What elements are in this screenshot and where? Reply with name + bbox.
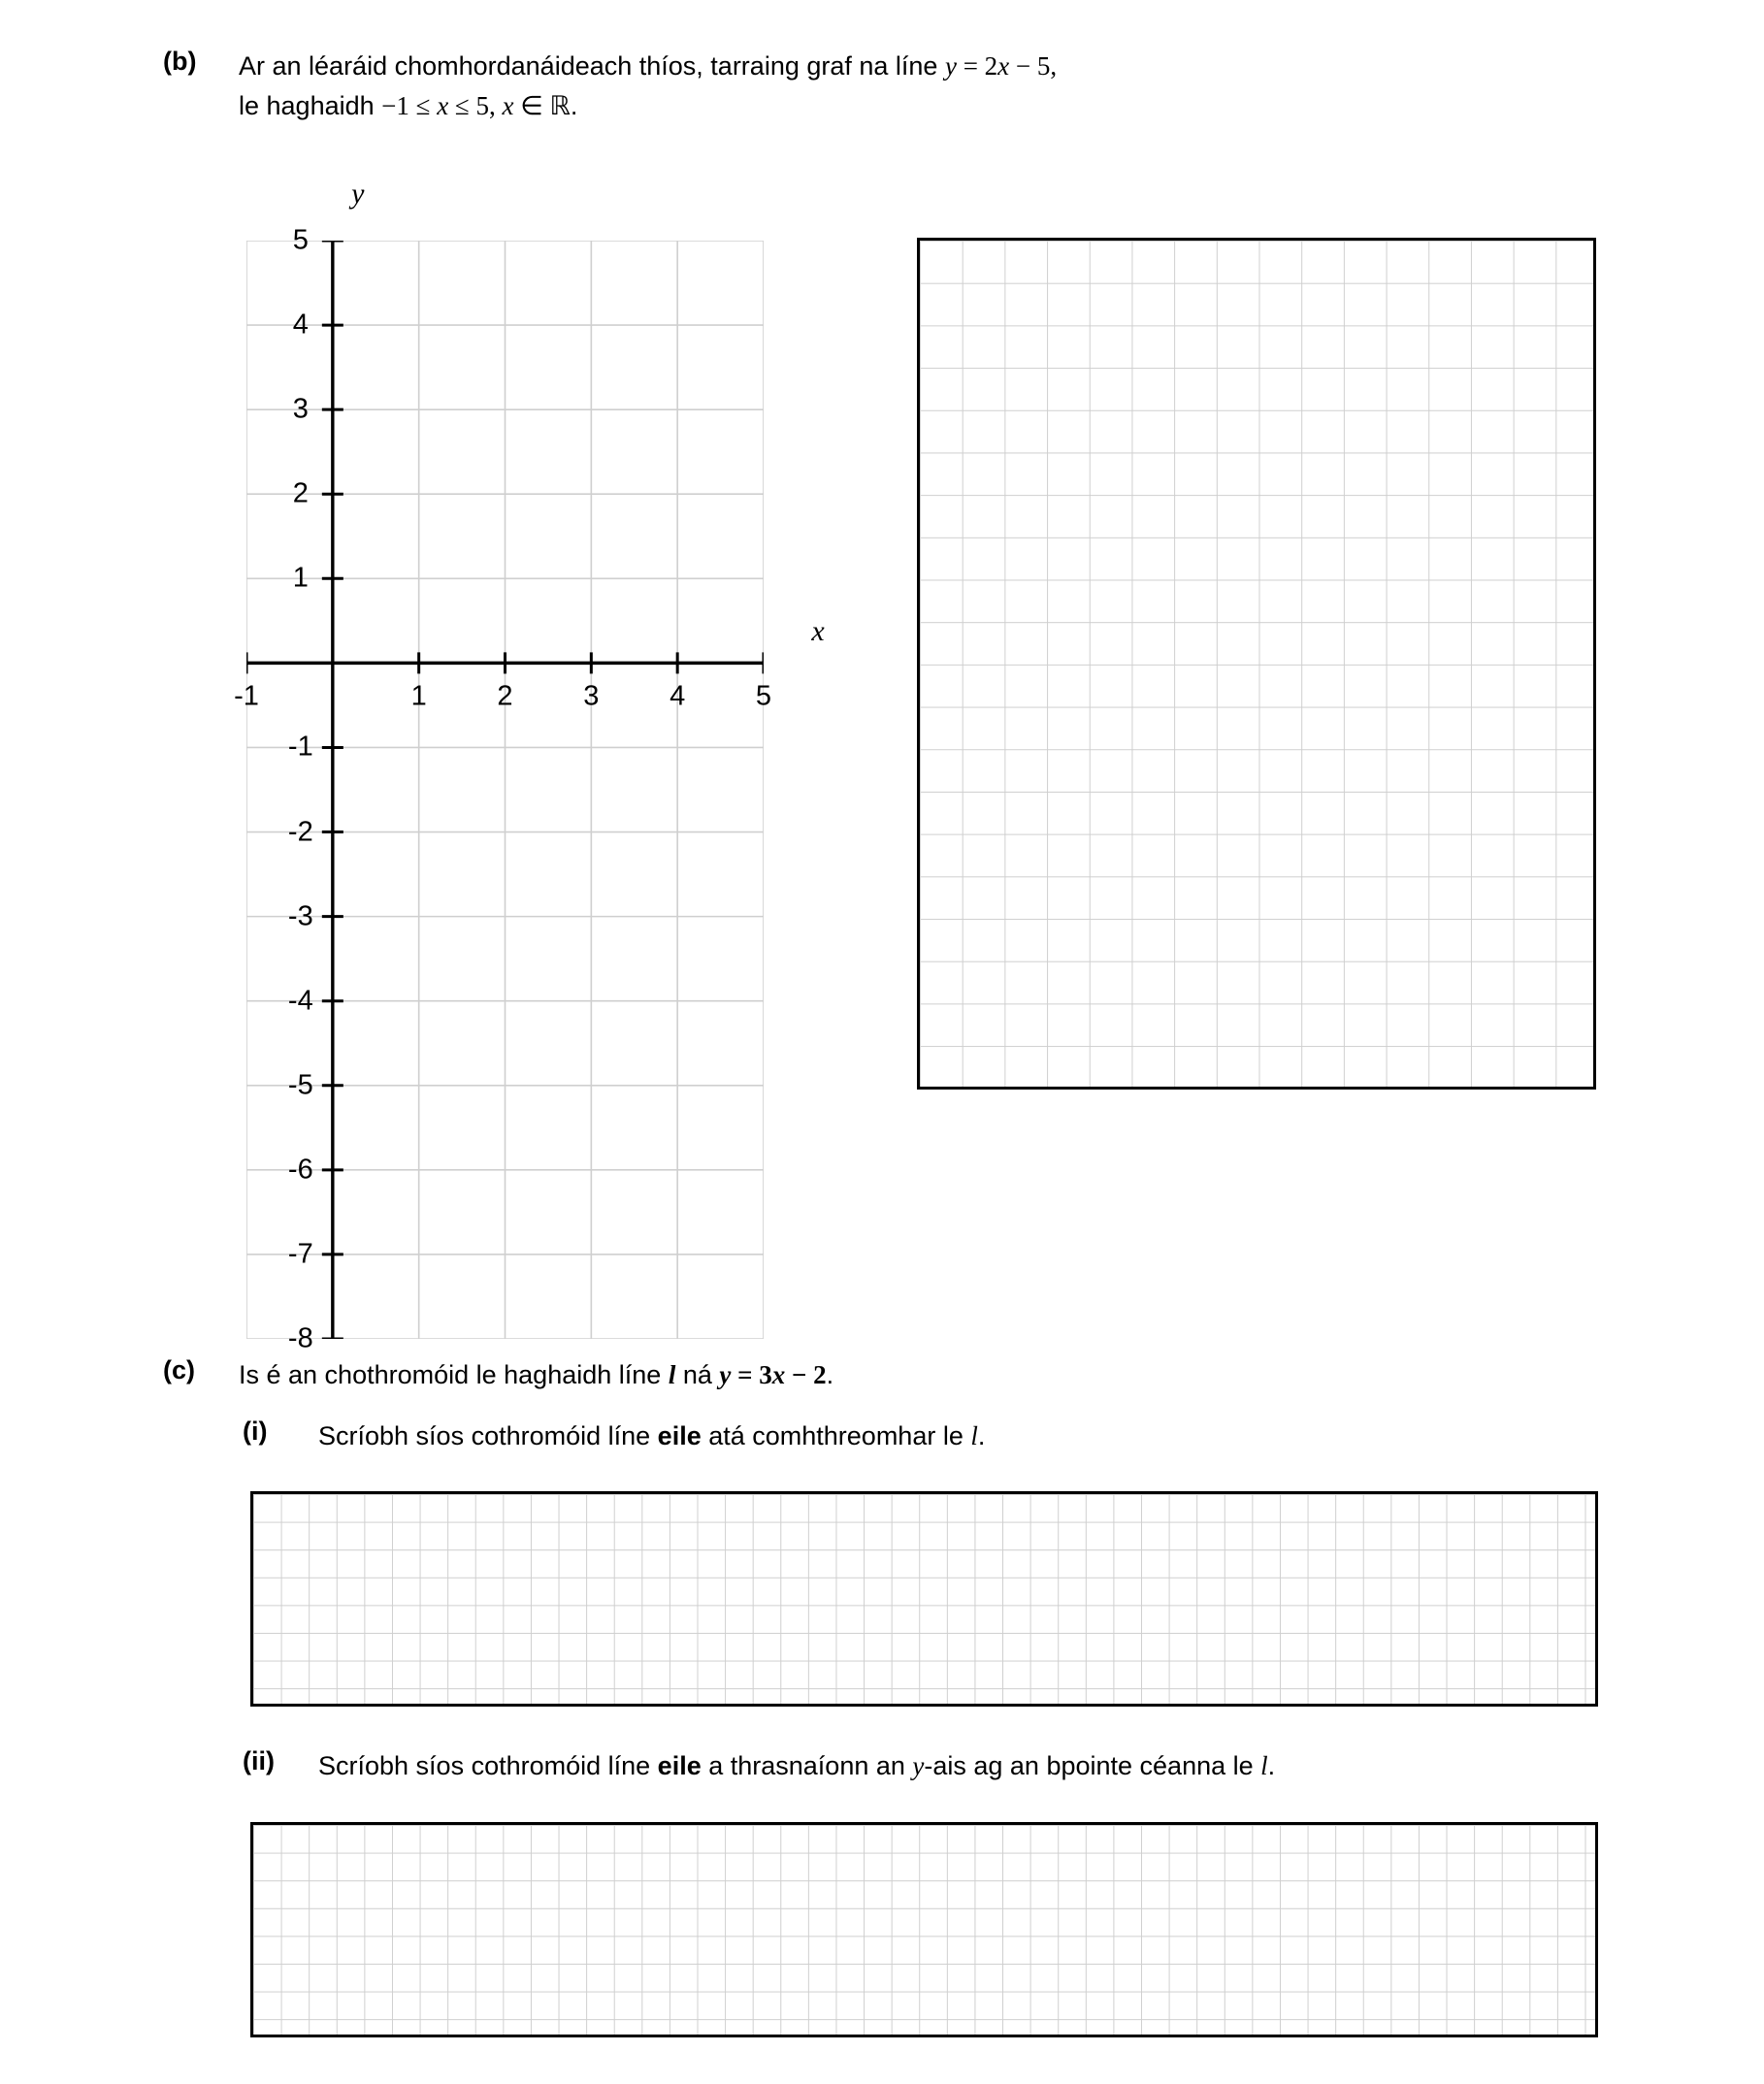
y-tick-label: 2: [292, 477, 309, 509]
part-c-ii-line-l: l: [1260, 1751, 1268, 1780]
part-b-math-y: y: [944, 51, 957, 81]
y-tick-label: -3: [287, 900, 313, 932]
part-c-eq-tail: − 2: [785, 1360, 827, 1389]
part-c-i-pre: Scríobh síos cothromóid líne: [318, 1421, 658, 1450]
y-tick-label: -7: [287, 1238, 313, 1270]
coordinate-grid-svg: [246, 241, 764, 1339]
part-c-eq-rest: = 3: [731, 1360, 772, 1389]
coordinate-diagram: [234, 178, 825, 1354]
x-tick-label: 4: [670, 680, 686, 712]
part-c-ii-pre: Scríobh síos cothromóid líne: [318, 1751, 658, 1780]
y-tick-label: -8: [287, 1322, 313, 1354]
part-c-mid: ná: [675, 1360, 720, 1389]
part-c-ii-bold: eile: [657, 1751, 702, 1780]
part-b-line-2: [239, 86, 1057, 126]
y-tick-label: -5: [287, 1069, 313, 1101]
part-b-line2-math-end: .: [570, 91, 578, 120]
part-c-ii-axis-y: y: [912, 1751, 925, 1780]
part-b-line2-math-a: −1 ≤: [381, 91, 438, 120]
part-c-question: [163, 1355, 833, 1395]
x-tick-label: 1: [410, 680, 427, 712]
x-tick-label: -1: [234, 680, 259, 712]
part-c-i-bold: eile: [657, 1421, 702, 1450]
y-tick-label: -4: [287, 985, 313, 1017]
part-c-i-line-l: l: [970, 1421, 978, 1450]
part-c-i-text: [318, 1416, 985, 1456]
part-c-ii-label: (ii): [243, 1746, 275, 1775]
y-tick-label: -2: [287, 816, 313, 848]
part-b-line2-math-x1: x: [437, 91, 449, 120]
part-b-text: [239, 47, 1057, 126]
ci-answer-grid[interactable]: [250, 1491, 1598, 1707]
part-b-line2-pre: le haghaidh: [239, 91, 382, 120]
part-c-label: (c): [163, 1355, 195, 1384]
part-c-line-l: l: [668, 1360, 676, 1389]
y-axis-label: y: [351, 178, 365, 210]
part-c-i-label: (i): [243, 1416, 268, 1446]
x-tick-label: 2: [497, 680, 513, 712]
part-c-ii-text: [318, 1746, 1275, 1786]
part-c-ii-mid2: -ais ag an bpointe céanna le: [924, 1751, 1261, 1780]
x-axis-label: x: [811, 615, 825, 648]
part-c-i-question: [243, 1416, 985, 1456]
y-tick-label: -1: [287, 731, 313, 763]
x-tick-label: 3: [583, 680, 600, 712]
part-b-line2-math-c: ∈: [513, 91, 550, 120]
cii-answer-grid[interactable]: [250, 1822, 1598, 2037]
part-b-line1-pre: Ar an léaráid chomhordanáideach thíos, tarraing graf na líne: [239, 51, 945, 81]
y-tick-label: 1: [292, 562, 309, 594]
part-c-eq-x: x: [771, 1360, 786, 1389]
part-b-math-tail: − 5,: [1009, 51, 1058, 81]
part-c-eq-y: y: [719, 1360, 732, 1389]
part-b-line-1: [239, 47, 1057, 86]
y-tick-label: 4: [292, 309, 309, 341]
grid-lines: [246, 241, 764, 1339]
part-b-math-x: x: [997, 51, 1010, 81]
part-b-line2-math-x2: x: [502, 91, 514, 120]
part-c-i-end: .: [977, 1421, 986, 1450]
y-tick-label: 5: [292, 224, 309, 256]
part-b-label: (b): [163, 47, 197, 76]
part-b-line2-math-reals: ℝ: [549, 91, 571, 120]
y-tick-label: 3: [292, 393, 309, 425]
part-c-ii-question: [243, 1746, 1275, 1786]
part-c-i-mid: atá comhthreomhar le: [701, 1421, 971, 1450]
part-c-end: .: [826, 1360, 834, 1389]
part-c-ii-mid: a thrasnaíonn an: [701, 1751, 913, 1780]
part-c-pre: Is é an chothromóid le haghaidh líne: [239, 1360, 669, 1389]
x-tick-label: 5: [755, 680, 772, 712]
part-b-math-eq: = 2: [956, 51, 998, 81]
graph-answer-grid[interactable]: [917, 238, 1596, 1090]
part-c-ii-end: .: [1267, 1751, 1276, 1780]
y-tick-label: -6: [287, 1154, 313, 1186]
part-b-line2-math-b: ≤ 5,: [448, 91, 503, 120]
part-c-text: [239, 1355, 833, 1395]
part-b-question: [163, 47, 1057, 126]
